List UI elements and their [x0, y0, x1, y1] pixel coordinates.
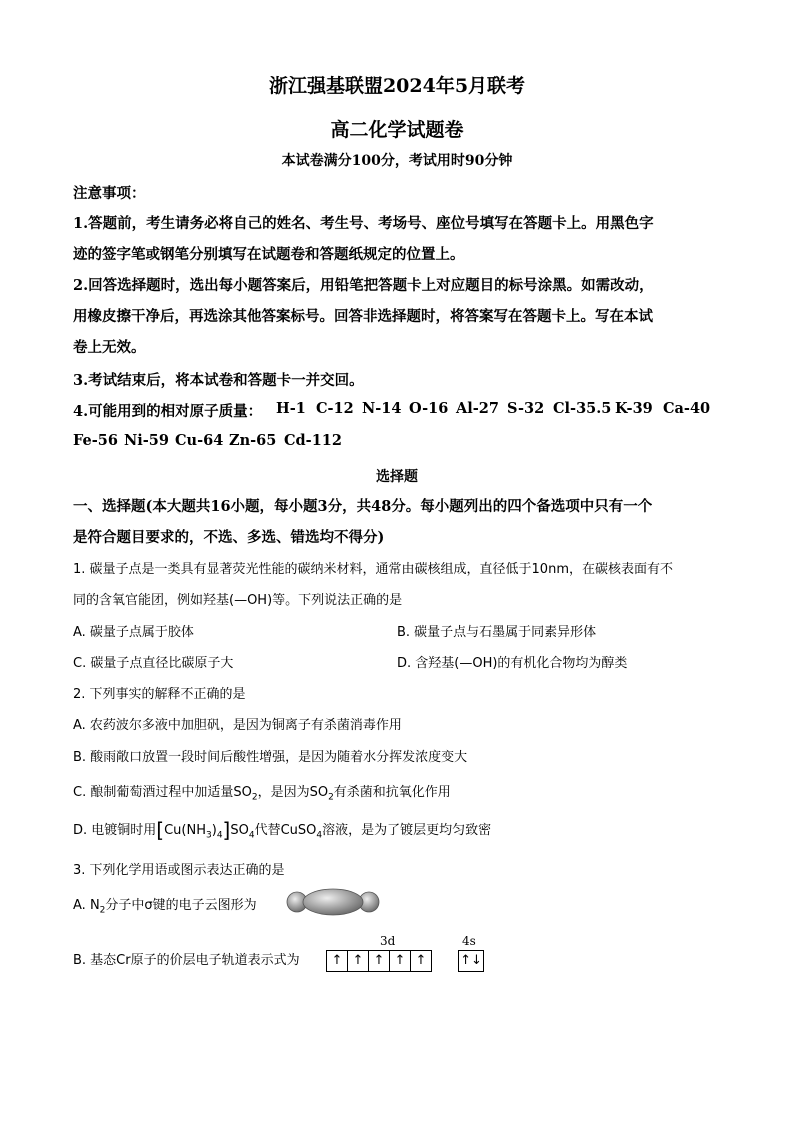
- section-intro-line-2: 是符合题目要求的，不选、多选、错选均不得分): [73, 529, 385, 546]
- exam-info: 本试卷满分100分，考试用时90分钟: [281, 153, 513, 169]
- orbital-label-4s: 4s: [462, 934, 476, 948]
- q2-option-c: C. 酿制葡萄酒过程中加适量$SO_2$，是因为$SO_2$有杀菌和抗氧化作用: [73, 785, 451, 803]
- mass-n: N-14: [362, 400, 402, 417]
- exam-subtitle: 高二化学试题卷: [330, 119, 464, 141]
- orbital-boxes-4s: [458, 950, 484, 972]
- mass-ca: Ca-40: [663, 400, 711, 417]
- section-label: 选择题: [376, 469, 418, 485]
- orbital-3d-box: ↑: [326, 950, 348, 972]
- orbital-3d-box: ↑: [368, 950, 390, 972]
- note-1-line-1: 1.答题前，考生请务必将自己的姓名、考生号、考场号、座位号填写在答题卡上。用黑色字: [73, 215, 654, 232]
- q2-stem: 2. 下列事实的解释不正确的是: [73, 687, 246, 702]
- q2-option-a: A. 农药波尔多液中加胆矾，是因为铜离子有杀菌消毒作用: [73, 718, 402, 733]
- mass-al: Al-27: [456, 400, 499, 417]
- q1-option-d: D. 含羟基(—OH)的有机化合物均为醇类: [397, 656, 628, 671]
- sigma-bond-cloud-image: [286, 888, 380, 916]
- q1-option-c: C. 碳量子点直径比碳原子大: [73, 656, 234, 671]
- section-intro-line-1: 一、选择题(本大题共16小题，每小题3分，共48分。每小题列出的四个备选项中只有一个: [73, 498, 653, 515]
- note-2-line-3: 卷上无效。: [73, 339, 146, 356]
- mass-ni: Ni-59: [124, 432, 169, 449]
- mass-cd: Cd-112: [284, 432, 342, 449]
- mass-zn: Zn-65: [229, 432, 277, 449]
- q2-option-b: B. 酸雨敞口放置一段时间后酸性增强，是因为随着水分挥发浓度变大: [73, 750, 468, 765]
- q1-stem-line-1: 1. 碳量子点是一类具有显著荧光性能的碳纳米材料，通常由碳核组成，直径低于10nm，在碳核表面有不: [73, 562, 673, 577]
- q3-option-a: A. $N_2$分子中σ键的电子云图形为: [73, 898, 257, 916]
- mass-fe: Fe-56: [73, 432, 118, 449]
- note-2-line-1: 2.回答选择题时，选出每小题答案后，用铅笔把答题卡上对应题目的标号涂黑。如需改动，: [73, 277, 654, 294]
- notes-heading: 注意事项：: [73, 185, 146, 202]
- mass-o: O-16: [409, 400, 449, 417]
- orbital-4s-box: ↑↓: [458, 950, 484, 972]
- q3-stem: 3. 下列化学用语或图示表达正确的是: [73, 863, 285, 878]
- q1-stem-line-2: 同的含氧官能团，例如羟基(—OH)等。下列说法正确的是: [73, 593, 403, 608]
- q1-option-b: B. 碳量子点与石墨属于同素异形体: [397, 625, 597, 640]
- note-4-prefix: 4.可能用到的相对原子质量：: [73, 403, 263, 420]
- orbital-3d-box: ↑: [389, 950, 411, 972]
- mass-s: S-32: [507, 400, 545, 417]
- mass-k: K-39: [615, 400, 653, 417]
- exam-title: 浙江强基联盟2024年5月联考: [268, 75, 526, 97]
- orbital-3d-box: ↑: [347, 950, 369, 972]
- mass-c: C-12: [316, 400, 354, 417]
- q1-option-a: A. 碳量子点属于胶体: [73, 625, 194, 640]
- orbital-3d-box: ↑: [410, 950, 432, 972]
- q2-option-d: D. 电镀铜时用$[Cu(NH_3)_4]SO_4$代替CuSO$_4$溶液，是为了镀层更均匀致密: [73, 818, 492, 842]
- note-1-line-2: 迹的签字笔或钢笔分别填写在试题卷和答题纸规定的位置上。: [73, 246, 465, 263]
- orbital-label-3d: 3d: [380, 934, 396, 948]
- mass-cl: Cl-35.5: [553, 400, 612, 417]
- note-3: 3.考试结束后，将本试卷和答题卡一并交回。: [73, 372, 364, 389]
- note-2-line-2: 用橡皮擦干净后，再选涂其他答案标号。回答非选择题时，将答案写在答题卡上。写在本试: [73, 308, 653, 325]
- mass-cu: Cu-64: [175, 432, 224, 449]
- orbital-boxes-3d: [326, 950, 432, 972]
- mass-h: H-1: [276, 400, 306, 417]
- q3-option-b: B. 基态Cr原子的价层电子轨道表示式为: [73, 953, 300, 968]
